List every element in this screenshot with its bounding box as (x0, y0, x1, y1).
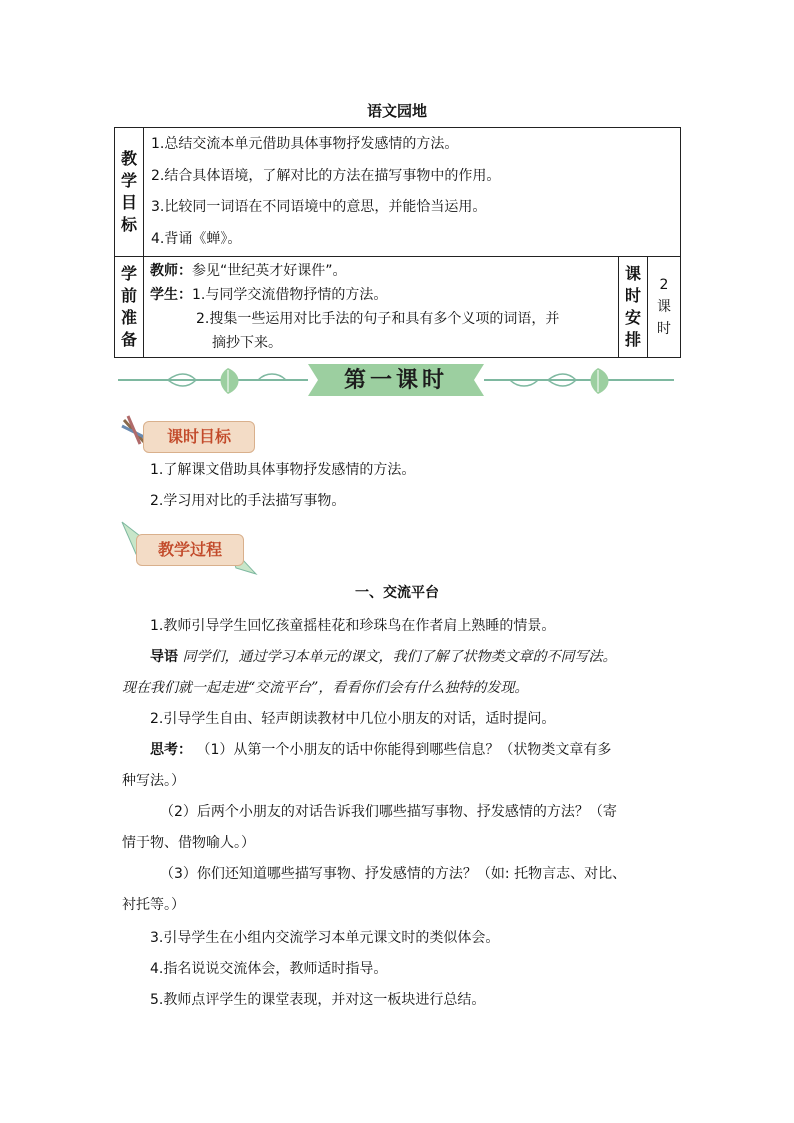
paragraph-5: 5.教师点评学生的课堂表现，并对这一板块进行总结。 (150, 992, 486, 1008)
goal-item: 4.背诵《蝉》。 (151, 230, 242, 247)
teacher-text: 参见“世纪英才好课件”。 (192, 263, 347, 279)
teacher-label: 教师： (150, 263, 192, 279)
question-1a: （1）从第一个小朋友的话中你能得到哪些信息？（状物类文章有多 (196, 742, 612, 758)
paragraph-2: 2.引导学生自由、轻声朗读教材中几位小朋友的对话，适时提问。 (150, 711, 556, 727)
guide-text-b: 现在我们就一起走进“交流平台”，看看你们会有什么独特的发现。 (122, 680, 529, 696)
prep-header-text: 学 前 准 备 (120, 264, 137, 349)
goals-header (115, 128, 144, 257)
lesson-banner (118, 358, 674, 402)
lesson-goal-2: 2.学习用对比的手法描写事物。 (150, 493, 346, 509)
student-item-2a: 2.搜集一些运用对比手法的句子和具有多个义项的词语，并 (196, 311, 560, 327)
lesson-goal-1: 1.了解课文借助具体事物抒发感情的方法。 (150, 462, 416, 478)
guide-label: 导语 (150, 649, 178, 665)
prep-cell (144, 257, 619, 358)
guide-text-a: 同学们，通过学习本单元的课文，我们了解了状物类文章的不同写法。 (182, 649, 617, 665)
section-title: 一、交流平台 (355, 585, 439, 601)
schedule-value-text: 2 课 时 (657, 277, 671, 337)
student-item-1: 1.与同学交流借物抒情的方法。 (192, 287, 388, 303)
schedule-value (648, 257, 681, 358)
think-label: 思考： (150, 742, 192, 758)
banner-text: 第一课时 (343, 367, 448, 393)
student-label: 学生： (150, 287, 192, 303)
paragraph-1: 1.教师引导学生回忆孩童摇桂花和珍珠鸟在作者肩上熟睡的情景。 (150, 618, 556, 634)
question-3b: 衬托等。） (122, 897, 185, 913)
prep-header (115, 257, 144, 358)
paragraph-3: 3.引导学生在小组内交流学习本单元课文时的类似体会。 (150, 930, 500, 946)
leaf-ornament-icon (508, 366, 628, 394)
question-1b: 种写法。） (122, 773, 185, 789)
question-2b: 情于物、借物喻人。） (122, 835, 255, 851)
goal-item: 1.总结交流本单元借助具体事物抒发感情的方法。 (151, 136, 459, 152)
paragraph-4: 4.指名说说交流体会，教师适时指导。 (150, 961, 388, 977)
badge-lesson-goals: 课时目标 (143, 421, 255, 453)
goal-item: 2.结合具体语境，了解对比的方法在描写事物中的作用。 (151, 167, 501, 184)
question-3a: （3）你们还知道哪些描写事物、抒发感情的方法？（如: 托物言志、对比、 (160, 866, 627, 882)
lesson-plan-table (114, 127, 681, 358)
leaf-ornament-icon (168, 366, 288, 394)
goals-header-text: 教 学 目 标 (120, 149, 137, 234)
student-item-2b: 摘抄下来。 (212, 335, 282, 351)
page-title: 语文园地 (366, 102, 427, 120)
badge-teaching-process: 教学过程 (136, 534, 244, 566)
goals-cell (144, 128, 681, 257)
goal-item: 3.比较同一词语在不同语境中的意思，并能恰当运用。 (151, 199, 487, 215)
schedule-header (619, 257, 648, 358)
schedule-header-text: 课 时 安 排 (624, 264, 641, 349)
question-2a: （2）后两个小朋友的对话告诉我们哪些描写事物、抒发感情的方法？（寄 (160, 804, 617, 820)
